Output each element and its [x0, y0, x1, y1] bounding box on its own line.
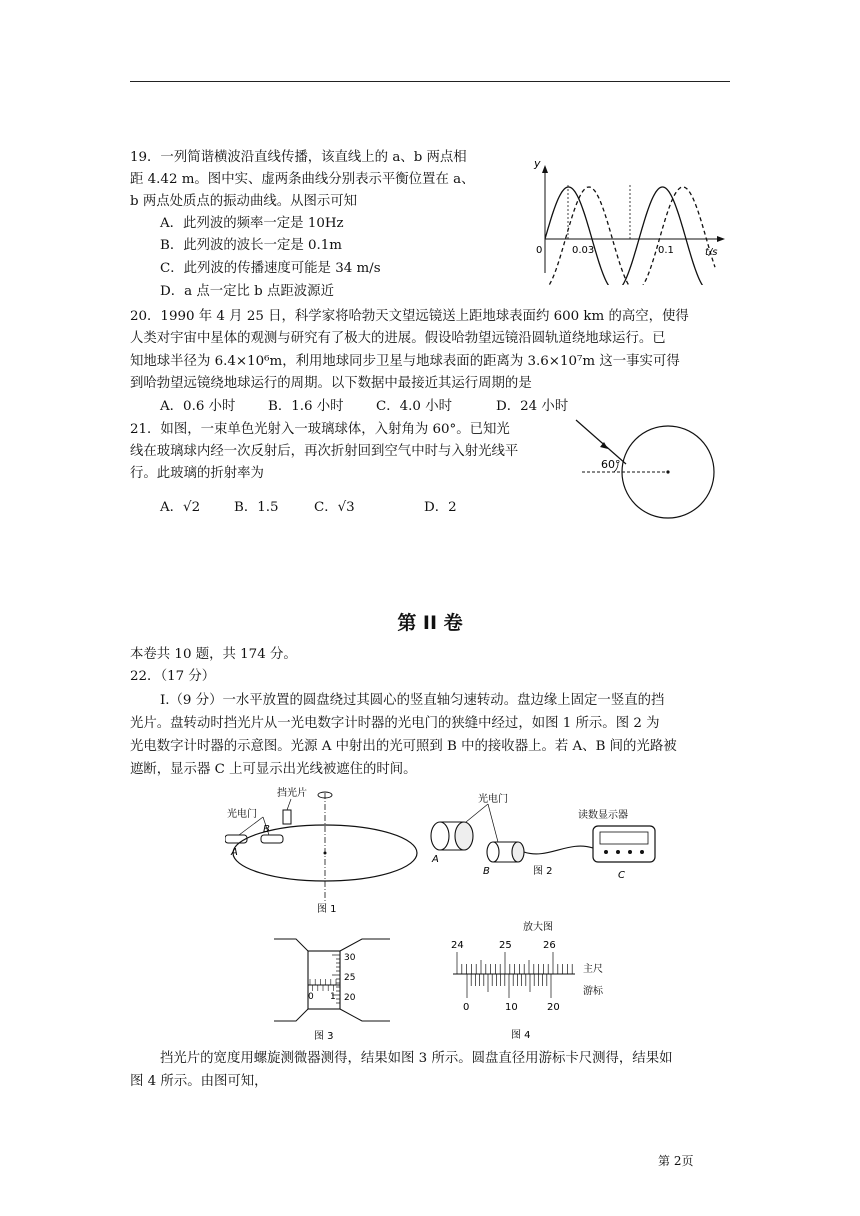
fig4-title: 放大图	[523, 922, 553, 933]
q22-p1-line-1: I.（9 分）一水平放置的圆盘绕过其圆心的竖直轴匀速转动。盘边缘上固定一竖直的挡	[160, 693, 665, 708]
graph-y-label: y	[534, 157, 541, 170]
shutter-leader	[287, 799, 291, 810]
figure-3-micrometer	[270, 935, 400, 1045]
q20-line-2: 人类对宇宙中星体的观测与研究有了极大的进展。假设哈勃望远镜沿圆轨道绕地球运行。已	[130, 331, 666, 346]
q20-line-3: 知地球半径为 6.4×10⁶m，利用地球同步卫星与地球表面的距离为 3.6×10⁷m 这一事实可得	[130, 354, 680, 369]
fig4-main-26: 26	[543, 940, 556, 951]
graph-origin-label: 0	[536, 245, 543, 256]
fig2-c-label: C	[618, 870, 625, 881]
graph-t-label: t/s	[705, 247, 718, 258]
frame-upper-left	[274, 939, 308, 951]
knob-1	[604, 850, 608, 854]
receiver-b-face	[512, 842, 524, 862]
incident-ray-arrow	[600, 442, 608, 449]
q21-option-c: C．√3	[314, 500, 355, 515]
q20-option-b: B．1.6 小时	[268, 399, 344, 414]
graph-tick-003: 0.03	[572, 245, 595, 256]
y-axis-arrow	[542, 165, 548, 173]
receiver-b	[487, 842, 499, 862]
q21-line-2: 线在玻璃球内经一次反射后，再次折射回到空气中时与入射光线平	[130, 444, 519, 459]
q22-p2-line-1: 挡光片的宽度用螺旋测微器测得，结果如图 3 所示。圆盘直径用游标卡尺测得，结果如	[160, 1051, 673, 1066]
fig4-vernier-label: 游标	[583, 986, 603, 997]
frame-lower-left	[274, 1009, 308, 1021]
q21-option-d: D．2	[424, 500, 457, 515]
knob-3	[628, 850, 632, 854]
q20-option-a: A．0.6 小时	[160, 399, 236, 414]
fig4-vernier-10: 10	[505, 1002, 518, 1013]
q21-option-a: A．√2	[160, 500, 201, 515]
incidence-angle-label: 60°	[601, 458, 621, 471]
fig4-main-25: 25	[499, 940, 512, 951]
q19-vibration-graph	[520, 155, 730, 285]
gate-b	[261, 835, 283, 843]
section-intro: 本卷共 10 题，共 174 分。	[130, 647, 297, 662]
fig4-caption: 图 4	[511, 1030, 531, 1041]
light-source-a	[431, 822, 449, 850]
q22-p1-line-2: 光片。盘转动时挡光片从一光电数字计时器的光电门的狭缝中经过，如图 1 所示。图 2 为	[130, 716, 660, 731]
q22-p1-line-4: 遮断，显示器 C 上可显示出光线被遮住的时间。	[130, 762, 417, 777]
gate-leader-b	[488, 804, 498, 842]
shutter-plate	[283, 810, 291, 824]
q22-p2-line-2: 图 4 所示。由图可知，	[130, 1074, 268, 1089]
q19-option-c: C．此列波的传播速度可能是 34 m/s	[160, 261, 381, 276]
q21-line-1: 21．如图，一束单色光射入一玻璃球体，入射角为 60°。已知光	[130, 422, 510, 437]
gate-leader-a	[466, 804, 488, 822]
figure-4-vernier-caliper	[445, 918, 625, 1048]
t-axis-arrow	[717, 236, 725, 242]
q21-glass-sphere-figure	[568, 412, 738, 527]
fig1-a-label: A	[231, 847, 238, 858]
display-screen	[600, 832, 648, 844]
q21-line-3: 行。此玻璃的折射率为	[130, 466, 264, 481]
q20-line-1: 20．1990 年 4 月 25 日，科学家将哈勃天文望远镜送上距地球表面约 600 km 的高空，使得	[130, 309, 689, 324]
graph-tick-01: 0.1	[658, 245, 674, 256]
fig2-display-label: 读数显示器	[578, 810, 628, 821]
q21-option-b: B．1.5	[234, 500, 279, 515]
fig1-gate-label: 光电门	[227, 809, 257, 820]
q19-option-a: A．此列波的频率一定是 10Hz	[160, 216, 344, 231]
sphere-center	[666, 470, 669, 473]
fig3-label-1: 1	[330, 992, 336, 1002]
fig1-b-label: B	[263, 824, 270, 835]
fig4-vernier-20: 20	[547, 1002, 560, 1013]
vernier-ticks	[467, 974, 551, 998]
q22-p1-line-3: 光电数字计时器的示意图。光源 A 中射出的光可照到 B 中的接收器上。若 A、B 间的光路被	[130, 739, 677, 754]
q19-option-d: D．a 点一定比 b 点距波源近	[160, 284, 334, 299]
fig4-main-24: 24	[451, 940, 464, 951]
knob-4	[640, 850, 644, 854]
page-number: 第 2页	[658, 1154, 694, 1168]
cable	[524, 846, 593, 854]
frame-lower-right	[340, 1009, 390, 1021]
q19-line-1: 19．一列简谐横波沿直线传播，该直线上的 a、b 两点相	[130, 150, 467, 165]
figure-2-photogate-timer	[428, 790, 668, 890]
fig2-b-label: B	[483, 866, 490, 877]
fig2-a-label: A	[432, 854, 439, 865]
q22-heading: 22．（17 分）	[130, 669, 216, 684]
fig3-label-0: 0	[308, 992, 314, 1002]
q19-line-2: 距 4.42 m。图中实、虚两条曲线分别表示平衡位置在 a、	[130, 172, 475, 187]
fig3-tick-30: 30	[344, 953, 356, 963]
frame-upper-right	[340, 939, 390, 951]
q20-line-4: 到哈勃望远镜绕地球运行的周期。以下数据中最接近其运行周期的是	[130, 376, 532, 391]
figure-1-rotating-disc	[225, 783, 430, 918]
fig1-shutter-label: 挡光片	[277, 788, 307, 799]
q19-option-b: B．此列波的波长一定是 0.1m	[160, 238, 342, 253]
knob-2	[616, 850, 620, 854]
fig4-main-scale-label: 主尺	[583, 964, 603, 975]
q19-line-3: b 两点处质点的振动曲线。从图示可知	[130, 194, 358, 209]
gate-a	[225, 835, 247, 843]
disc-center	[324, 852, 327, 855]
section-title: 第 II 卷	[397, 612, 463, 634]
fig3-tick-20: 20	[344, 993, 356, 1003]
fig4-vernier-0: 0	[463, 1002, 470, 1013]
q20-option-c: C．4.0 小时	[376, 399, 452, 414]
header-rule	[130, 81, 730, 82]
fig3-caption: 图 3	[314, 1031, 334, 1042]
fig1-caption: 图 1	[317, 904, 337, 915]
main-scale-ticks	[457, 952, 572, 974]
fig3-tick-25: 25	[344, 973, 356, 983]
source-a-face	[455, 822, 473, 850]
fig2-caption: 图 2	[533, 866, 553, 877]
fig2-gate-label: 光电门	[478, 794, 508, 805]
q20-option-d: D．24 小时	[496, 399, 569, 414]
